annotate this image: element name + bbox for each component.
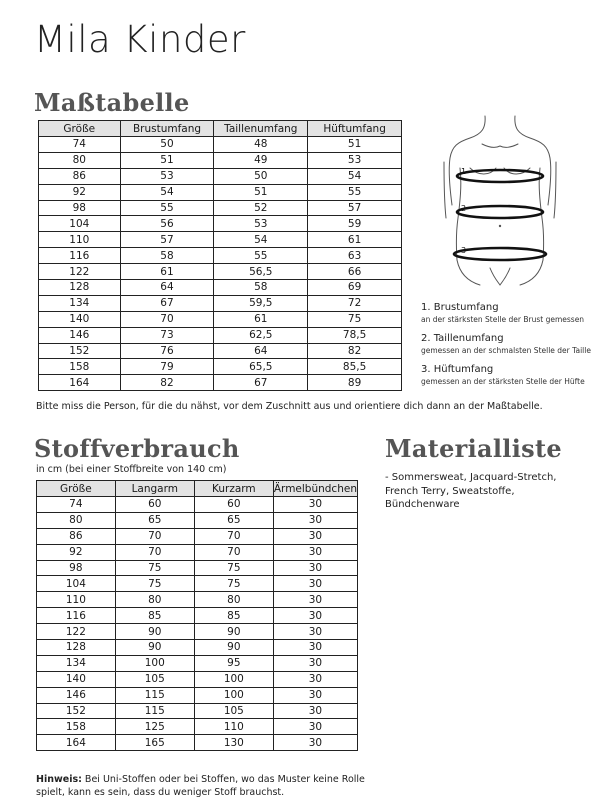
fabric-table-cell: 90 (194, 640, 273, 656)
size-chart-table-row (39, 168, 402, 184)
size-chart-table-row (39, 359, 402, 375)
page-title: Mila Kinder (34, 18, 246, 61)
fabric-table-cell: 86 (37, 528, 116, 544)
marker-3: 3 (461, 246, 467, 255)
size-chart-table-cell: 54 (120, 184, 214, 200)
fabric-table-cell: 30 (273, 671, 357, 687)
size-chart-table-cell: 55 (214, 248, 308, 264)
fabric-table-cell: 105 (194, 703, 273, 719)
size-chart-table-row (39, 232, 402, 248)
fabric-table-cell: 134 (37, 655, 116, 671)
fabric-table-cell: 80 (115, 592, 194, 608)
legend-item-hip (421, 364, 596, 388)
size-chart-table-cell: 51 (308, 137, 402, 153)
fabric-table-cell: 130 (194, 735, 273, 751)
fabric-table-row (37, 544, 358, 560)
fabric-table-cell: 85 (115, 608, 194, 624)
size-chart-table-cell: 57 (120, 232, 214, 248)
size-chart-table-cell: 57 (308, 200, 402, 216)
masstabelle-note: Bitte miss die Person, für die du nähst, vor dem Zuschnitt aus und orientiere dich dann an der Maßtabelle. (36, 401, 543, 412)
fabric-table-cell: 90 (115, 624, 194, 640)
stoffverbrauch-heading: Stoffverbrauch (34, 434, 240, 463)
fabric-table-cell: 30 (273, 560, 357, 576)
material-line: - Sommersweat, Jacquard-Stretch, (385, 472, 557, 483)
size-chart-table-cell: 69 (308, 280, 402, 296)
fabric-table-cell: 30 (273, 703, 357, 719)
fabric-column-header: Kurzarm (194, 481, 273, 497)
fabric-table-cell: 90 (115, 640, 194, 656)
fabric-table-cell: 30 (273, 624, 357, 640)
size-chart-table-cell: 74 (39, 137, 121, 153)
size-chart-table-cell: 58 (214, 280, 308, 296)
fabric-table-cell: 30 (273, 512, 357, 528)
size-chart-table-row (39, 343, 402, 359)
fabric-table-row (37, 735, 358, 751)
size-chart-table-cell: 73 (120, 327, 214, 343)
size-chart-table-cell: 134 (39, 295, 121, 311)
body-measurement-figure (430, 110, 570, 295)
fabric-table-cell: 60 (194, 497, 273, 513)
fabric-table-cell: 110 (194, 719, 273, 735)
fabric-table-row (37, 671, 358, 687)
size-chart-table-cell: 110 (39, 232, 121, 248)
fabric-table-cell: 165 (115, 735, 194, 751)
fabric-table-row (37, 640, 358, 656)
legend-chest-title: 1. Brustumfang (421, 302, 499, 313)
legend-waist-title: 2. Taillenumfang (421, 333, 504, 344)
size-chart-table-cell: 54 (308, 168, 402, 184)
hint-note (36, 773, 366, 799)
fabric-table-cell: 152 (37, 703, 116, 719)
fabric-table-cell: 100 (115, 655, 194, 671)
fabric-table-cell: 30 (273, 497, 357, 513)
size-chart-table-cell: 67 (214, 375, 308, 391)
size-chart-table-cell: 98 (39, 200, 121, 216)
marker-1: 1 (461, 167, 467, 176)
fabric-table-row (37, 703, 358, 719)
size-chart-table-cell: 122 (39, 264, 121, 280)
fabric-table-cell: 30 (273, 735, 357, 751)
fabric-table-cell: 30 (273, 544, 357, 560)
hip-band (454, 248, 546, 260)
waist-band (457, 206, 543, 218)
fabric-table-cell: 104 (37, 576, 116, 592)
fabric-table-cell: 75 (194, 560, 273, 576)
material-list (385, 471, 585, 512)
fabric-table-cell: 98 (37, 560, 116, 576)
fabric-table-cell: 122 (37, 624, 116, 640)
size-chart-table-row (39, 200, 402, 216)
size-chart-table-cell: 164 (39, 375, 121, 391)
fabric-table-cell: 75 (115, 560, 194, 576)
fabric-table-row (37, 576, 358, 592)
size-chart-column-header: Hüftumfang (308, 121, 402, 137)
size-chart-table-row (39, 216, 402, 232)
size-chart-table-cell: 53 (308, 152, 402, 168)
fabric-table-cell: 30 (273, 640, 357, 656)
size-chart-table-cell: 55 (308, 184, 402, 200)
fabric-table-cell: 65 (194, 512, 273, 528)
size-chart-table (38, 120, 402, 391)
fabric-table-cell: 125 (115, 719, 194, 735)
size-chart-table-cell: 51 (120, 152, 214, 168)
fabric-column-header: Langarm (115, 481, 194, 497)
fabric-table-row (37, 687, 358, 703)
chest-band (457, 170, 543, 182)
size-chart-table-cell: 116 (39, 248, 121, 264)
fabric-table-cell: 70 (194, 528, 273, 544)
fabric-table-cell: 95 (194, 655, 273, 671)
fabric-table-cell: 75 (115, 576, 194, 592)
size-chart-table-cell: 80 (39, 152, 121, 168)
size-chart-table-cell: 89 (308, 375, 402, 391)
measurement-legend (421, 302, 596, 388)
size-chart-table-cell: 67 (120, 295, 214, 311)
size-chart-table-cell: 158 (39, 359, 121, 375)
legend-item-chest (421, 302, 596, 326)
size-chart-table-cell: 146 (39, 327, 121, 343)
fabric-table-row (37, 512, 358, 528)
fabric-consumption-table (36, 480, 358, 751)
size-chart-table-cell: 104 (39, 216, 121, 232)
size-chart-table-cell: 50 (120, 137, 214, 153)
size-chart-table-cell: 64 (214, 343, 308, 359)
fabric-table-cell: 30 (273, 687, 357, 703)
size-chart-table-cell: 54 (214, 232, 308, 248)
size-chart-table-row (39, 264, 402, 280)
size-chart-table-cell: 59,5 (214, 295, 308, 311)
size-chart-table-cell: 58 (120, 248, 214, 264)
fabric-table-cell: 65 (115, 512, 194, 528)
fabric-table-cell: 80 (37, 512, 116, 528)
size-chart-table-row (39, 327, 402, 343)
masstabelle-heading: Maßtabelle (34, 88, 190, 117)
size-chart-table-cell: 55 (120, 200, 214, 216)
size-chart-table-cell: 61 (308, 232, 402, 248)
size-chart-table-cell: 92 (39, 184, 121, 200)
fabric-table-cell: 60 (115, 497, 194, 513)
legend-item-waist (421, 333, 596, 357)
size-chart-table-row (39, 248, 402, 264)
size-chart-table-row (39, 137, 402, 153)
hint-label: Hinweis: (36, 774, 82, 785)
material-line: French Terry, Sweatstoffe, (385, 485, 515, 497)
fabric-table-cell: 100 (194, 687, 273, 703)
size-chart-table-row (39, 295, 402, 311)
size-chart-table-cell: 59 (308, 216, 402, 232)
fabric-table-cell: 115 (115, 703, 194, 719)
size-chart-column-header: Größe (39, 121, 121, 137)
fabric-table-row (37, 719, 358, 735)
fabric-table-cell: 90 (194, 624, 273, 640)
size-chart-table-cell: 85,5 (308, 359, 402, 375)
fabric-table-row (37, 497, 358, 513)
size-chart-table-cell: 53 (214, 216, 308, 232)
size-chart-table-cell: 51 (214, 184, 308, 200)
size-chart-table-cell: 62,5 (214, 327, 308, 343)
legend-hip-sub: gemessen an der stärksten Stelle der Hüfte (421, 377, 585, 386)
fabric-table-row (37, 608, 358, 624)
size-chart-table-cell: 79 (120, 359, 214, 375)
fabric-table-row (37, 655, 358, 671)
size-chart-table-cell: 52 (214, 200, 308, 216)
material-line: Bündchenware (385, 499, 460, 510)
fabric-table-cell: 70 (115, 544, 194, 560)
legend-waist-sub: gemessen an der schmalsten Stelle der Taille (421, 346, 591, 355)
size-chart-table-cell: 56 (120, 216, 214, 232)
fabric-table-cell: 92 (37, 544, 116, 560)
fabric-table-cell: 140 (37, 671, 116, 687)
fabric-table-row (37, 528, 358, 544)
fabric-table-cell: 115 (115, 687, 194, 703)
size-chart-table-cell: 140 (39, 311, 121, 327)
fabric-table-cell: 30 (273, 608, 357, 624)
fabric-table-cell: 30 (273, 592, 357, 608)
size-chart-table-row (39, 311, 402, 327)
size-chart-table-cell: 76 (120, 343, 214, 359)
materialliste-heading: Materialliste (385, 434, 562, 463)
fabric-table-cell: 75 (194, 576, 273, 592)
size-chart-table-row (39, 152, 402, 168)
size-chart-table-cell: 53 (120, 168, 214, 184)
fabric-column-header: Größe (37, 481, 116, 497)
fabric-column-header: Ärmelbündchen (273, 482, 357, 495)
size-chart-table-cell: 75 (308, 311, 402, 327)
size-chart-table-cell: 82 (120, 375, 214, 391)
stoffverbrauch-subtitle: in cm (bei einer Stoffbreite von 140 cm) (36, 464, 227, 475)
size-chart-table-cell: 82 (308, 343, 402, 359)
fabric-table-row (37, 560, 358, 576)
size-chart-table-cell: 86 (39, 168, 121, 184)
fabric-table-cell: 85 (194, 608, 273, 624)
size-chart-table-cell: 64 (120, 280, 214, 296)
fabric-table-cell: 30 (273, 655, 357, 671)
size-chart-table-cell: 56,5 (214, 264, 308, 280)
hint-text: Bei Uni-Stoffen oder bei Stoffen, wo das Muster keine Rolle spielt, kann es sein, dass du weniger Stoff brauchst. (36, 774, 365, 798)
size-chart-column-header: Taillenumfang (214, 121, 308, 137)
size-chart-table-cell: 152 (39, 343, 121, 359)
fabric-table-row (37, 592, 358, 608)
fabric-table-cell: 30 (273, 528, 357, 544)
fabric-table-cell: 164 (37, 735, 116, 751)
size-chart-table-row (39, 280, 402, 296)
fabric-table-cell: 128 (37, 640, 116, 656)
legend-chest-sub: an der stärksten Stelle der Brust gemessen (421, 315, 585, 324)
size-chart-table-cell: 49 (214, 152, 308, 168)
fabric-table-cell: 146 (37, 687, 116, 703)
size-chart-table-cell: 78,5 (308, 327, 402, 343)
size-chart-table-row (39, 184, 402, 200)
fabric-table-cell: 30 (273, 576, 357, 592)
size-chart-table-cell: 50 (214, 168, 308, 184)
size-chart-table-cell: 70 (120, 311, 214, 327)
navel-dot (499, 225, 501, 227)
size-chart-table-cell: 72 (308, 295, 402, 311)
size-chart-table-cell: 66 (308, 264, 402, 280)
size-chart-table-cell: 128 (39, 280, 121, 296)
fabric-table-cell: 30 (273, 719, 357, 735)
fabric-table-cell: 105 (115, 671, 194, 687)
fabric-table-row (37, 624, 358, 640)
fabric-table-cell: 100 (194, 671, 273, 687)
fabric-table-cell: 110 (37, 592, 116, 608)
size-chart-table-cell: 65,5 (214, 359, 308, 375)
size-chart-table-cell: 63 (308, 248, 402, 264)
size-chart-table-cell: 48 (214, 137, 308, 153)
fabric-table-cell: 70 (194, 544, 273, 560)
size-chart-table-cell: 61 (214, 311, 308, 327)
size-chart-column-header: Brustumfang (120, 121, 214, 137)
fabric-table-cell: 70 (115, 528, 194, 544)
legend-hip-title: 3. Hüftumfang (421, 364, 494, 375)
size-chart-table-row (39, 375, 402, 391)
fabric-table-cell: 116 (37, 608, 116, 624)
fabric-table-cell: 80 (194, 592, 273, 608)
marker-2: 2 (461, 204, 467, 213)
fabric-table-cell: 74 (37, 497, 116, 513)
fabric-table-cell: 158 (37, 719, 116, 735)
size-chart-table-cell: 61 (120, 264, 214, 280)
